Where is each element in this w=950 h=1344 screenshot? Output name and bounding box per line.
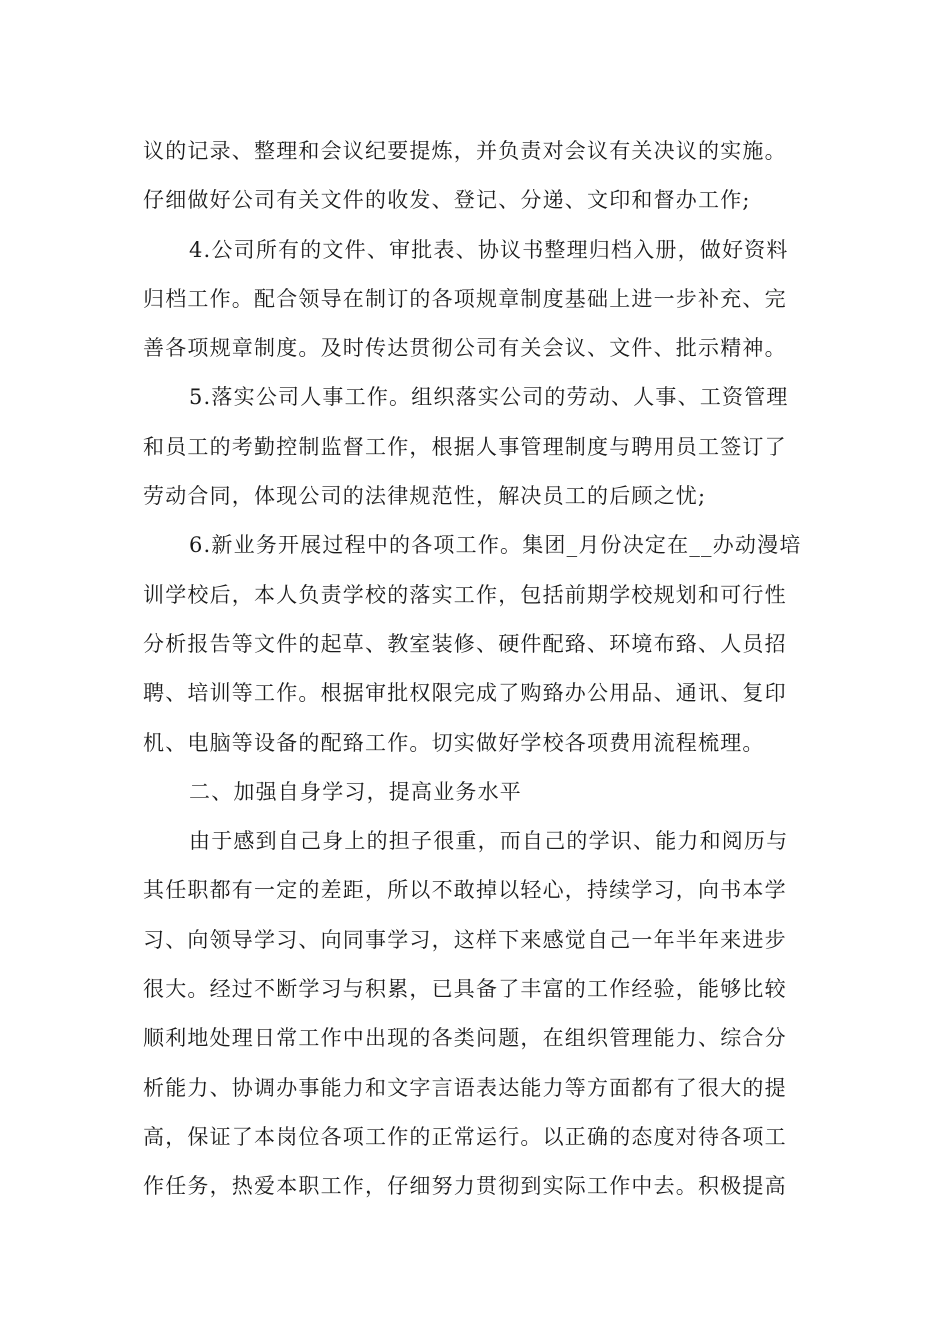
- document-body-text: [143, 127, 807, 1212]
- text-line: 归档工作。配合领导在制订的各项规章制度基础上进一步补充、完: [143, 286, 787, 311]
- text-line: 仔细做好公司有关文件的收发、登记、分递、文印和督办工作;: [143, 188, 751, 213]
- text-line: 劳动合同，体现公司的法律规范性，解决员工的后顾之忧;: [143, 484, 707, 509]
- text-line: 顺利地处理日常工作中出现的各类问题，在组织管理能力、综合分: [143, 1026, 787, 1051]
- text-line: 聘、培训等工作。根据审批权限完成了购臵办公用品、通讯、复印: [143, 681, 787, 706]
- text-line: 高，保证了本岗位各项工作的正常运行。以正确的态度对待各项工: [143, 1124, 787, 1149]
- paragraph-first-line: 由于感到自己身上的担子很重，而自己的学识、能力和阅历与: [189, 829, 789, 854]
- text-line: 很大。经过不断学习与积累，已具备了丰富的工作经验，能够比较: [143, 977, 787, 1002]
- text-line: 析能力、协调办事能力和文字言语表达能力等方面都有了很大的提: [143, 1075, 787, 1100]
- text-line: 议的记录、整理和会议纪要提炼，并负责对会议有关决议的实施。: [143, 139, 787, 163]
- paragraph-first-line: 4.公司所有的文件、审批表、协议书整理归档入册，做好资料: [189, 237, 789, 262]
- text-line: 分析报告等文件的起草、教室装修、硬件配臵、环境布臵、人员招: [143, 631, 787, 656]
- text-line: 训学校后，本人负责学校的落实工作，包括前期学校规划和可行性: [143, 582, 787, 607]
- text-line: 机、电脑等设备的配臵工作。切实做好学校各项费用流程梳理。: [143, 730, 765, 755]
- paragraph-first-line: 6.新业务开展过程中的各项工作。集团_月份决定在__办动漫培: [189, 533, 802, 558]
- text-line: 善各项规章制度。及时传达贯彻公司有关会议、文件、批示精神。: [143, 336, 787, 361]
- text-line: 作任务，热爱本职工作，仔细努力贯彻到实际工作中去。积极提高: [143, 1174, 787, 1199]
- text-line: 和员工的考勤控制监督工作，根据人事管理制度与聘用员工签订了: [143, 434, 787, 459]
- text-line: 其任职都有一定的差距，所以不敢掉以轻心，持续学习，向书本学: [143, 878, 787, 903]
- paragraph-first-line: 5.落实公司人事工作。组织落实公司的劳动、人事、工资管理: [189, 385, 789, 410]
- text-line: 习、向领导学习、向同事学习，这样下来感觉自己一年半年来进步: [143, 927, 787, 952]
- paragraph-first-line: 二、加强自身学习，提高业务水平: [189, 779, 522, 804]
